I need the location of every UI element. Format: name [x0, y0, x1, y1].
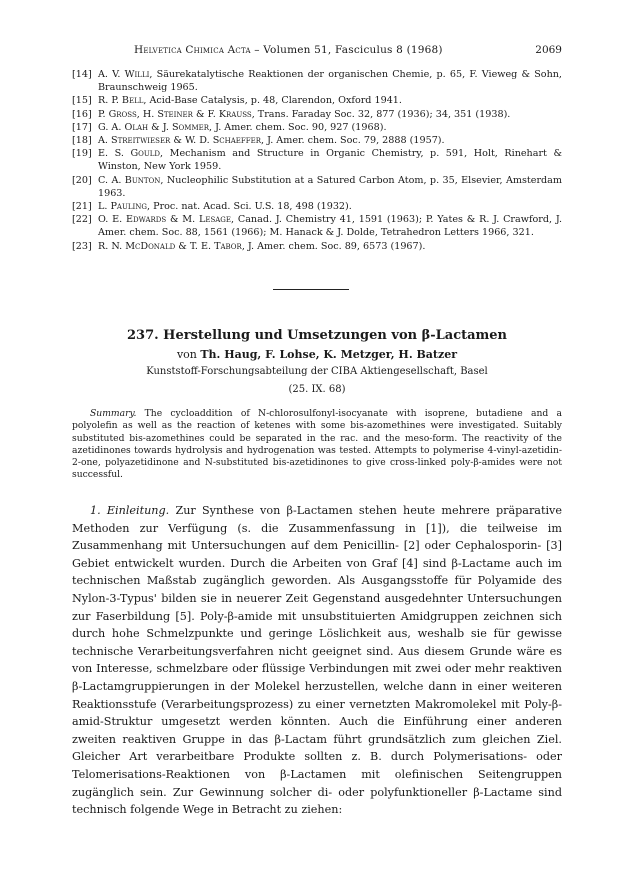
section-heading: 1. Einleitung.	[90, 504, 170, 517]
reference-number: [17]	[72, 121, 92, 133]
summary-text: The cycloaddition of N-chlorosulfonyl-isocyanate with isoprene, butadiene and a polyolefin as well as the reaction of ketenes with some bis-azomethines were investigated. Suitably substituted bis-azomethines could be separated in the rac. and the meso-form. The reactivity of the azetidinones towards hydrolysis and hydrogenation was tested. Attempts to polymerise 4-vinyl-azetidin-2-one, polyazetidinone and N-substituted bis-azetidinones to give cross-linked poly-β-amides were not successful.	[72, 408, 562, 481]
reference-list	[72, 68, 562, 253]
reference-number: [23]	[72, 240, 92, 252]
reference-number: [18]	[72, 135, 92, 147]
affiliation: Kunststoff-Forschungsabteilung der CIBA Aktiengesellschaft, Basel	[146, 366, 488, 377]
reference-item	[72, 108, 562, 121]
reference-text: , Canad. J. Chemistry 41, 1591 (1963); P. Yates & R. J. Crawford, J. Amer. chem. Soc. 88, 1561 (1966); M. Hanack & J. Dolde, Tetrahedron Letters 1966, 321.	[98, 214, 562, 239]
summary-paragraph	[72, 408, 562, 482]
reference-author: P. Gross, H. Steiner & F. Krauss	[98, 108, 252, 120]
reference-number: [22]	[72, 214, 92, 226]
reference-number: [21]	[72, 201, 92, 213]
article-authors	[72, 348, 562, 361]
reference-author: C. A. Bunton	[98, 174, 161, 186]
reference-author: E. S. Gould	[98, 148, 161, 160]
reference-number: [20]	[72, 174, 92, 186]
reference-text: , Säurekatalytische Reaktionen der organischen Chemie, p. 65, F. Vieweg & Sohn, Braunschweig 1965.	[98, 69, 562, 94]
reference-text: , J. Amer. chem. Soc. 89, 6573 (1967).	[241, 240, 426, 252]
reference-item	[72, 174, 562, 200]
journal-name: Helvetica Chimica Acta	[134, 44, 251, 56]
reference-text: , Trans. Faraday Soc. 32, 877 (1936); 34, 351 (1938).	[251, 108, 511, 120]
reference-item	[72, 94, 562, 107]
journal-title	[134, 44, 443, 56]
journal-volume: – Volumen 51, Fasciculus 8 (1968)	[254, 44, 443, 56]
reference-author: A. Streitwieser & W. D. Schaeffer	[98, 135, 261, 147]
reference-text: , Proc. nat. Acad. Sci. U.S. 18, 498 (1932).	[147, 201, 352, 213]
reference-author: A. V. Willi	[98, 69, 150, 80]
body-text: Zur Synthese von β-Lactamen stehen heute mehrere präparative Methoden zur Verfügung (s. die Zusammenfassung in [1]), die teilweise im Zusammenhang mit Untersuchungen auf dem Penicillin- [2] oder Cephalosporin- [3] Gebiet entwickelt wurden. Durch die Arbeiten von Graf [4] sind β-Lactame auch im technischen Maßstab zugänglich geworden. Als Ausgangsstoffe für Polyamide des Nylon-3-Typus' bilden sie in neuerer Zeit Gegenstand ausgedehnter Untersuchungen zur Faserbildung [5]. Poly-β-amide mit unsubstituierten Amidgruppen zeichnen sich durch hohe Schmelzpunkte und geringe Löslichkeit aus, weshalb sie für gewisse technische Verarbeitungsverfahren nicht geeignet sind. Aus diesem Grunde wäre es von Interesse, schmelzbare oder flüssige Verbindungen mit zwei oder mehr reaktiven β-Lactamgruppierungen in der Molekel herzustellen, welche dann in einer weiteren Reaktionsstufe (Verarbeitungsprozess) zu einer vernetzten Makromolekel mit Poly-β-amid-Struktur umgesetzt werden könnten. Auch die Einführung einer anderen zweiten reaktiven Gruppe in das β-Lactam führt grundsätzlich zum gleichen Ziel. Gleicher Art verarbeitbare Produkte sollten z. B. durch Polymerisations- oder Telomerisations-Reaktionen von β-Lactamen mit olefinischen Seitengruppen zugänglich sein. Zur Gewinnung solcher di- oder polyfunktioneller β-Lactame sind technisch folgende Wege in Betracht zu ziehen:	[72, 504, 562, 817]
page-number: 2069	[535, 44, 562, 56]
section-divider	[273, 289, 349, 290]
reference-item	[72, 200, 562, 213]
reference-text: , Acid-Base Catalysis, p. 48, Clarendon, Oxford 1941.	[143, 95, 402, 107]
reference-author: O. E. Edwards & M. Lesage	[98, 214, 232, 226]
reference-item	[72, 240, 562, 253]
reference-text: , J. Amer. chem. Soc. 90, 927 (1968).	[209, 121, 387, 133]
reference-number: [15]	[72, 95, 92, 107]
reference-author: L. Pauling	[98, 201, 148, 213]
reference-author: R. P. Bell	[98, 95, 144, 107]
reference-number: [14]	[72, 69, 92, 80]
reference-text: , Mechanism and Structure in Organic Chemistry, p. 591, Holt, Rinehart & Winston, New York 1959.	[98, 148, 562, 173]
received-date: (25. IX. 68)	[288, 384, 346, 395]
reference-author: R. N. McDonald & T. E. Tabor	[98, 240, 242, 252]
reference-item	[72, 134, 562, 147]
reference-item	[72, 68, 562, 94]
reference-text: , Nucleophilic Substitution at a Satured Carbon Atom, p. 35, Elsevier, Amsterdam 1963.	[98, 174, 563, 199]
summary-label: Summary.	[90, 408, 137, 419]
reference-item	[72, 213, 562, 239]
reference-author: G. A. Olah & J. Sommer	[98, 121, 209, 133]
reference-number: [16]	[72, 108, 92, 120]
reference-text: , J. Amer. chem. Soc. 79, 2888 (1957).	[261, 135, 445, 147]
running-head	[72, 44, 562, 60]
body-paragraph	[72, 502, 562, 819]
article-title: 237. Herstellung und Umsetzungen von β-Lactamen	[126, 328, 508, 343]
reference-item	[72, 147, 562, 173]
reference-number: [19]	[72, 148, 92, 160]
authors-prefix: von	[176, 348, 197, 361]
reference-item	[72, 121, 562, 134]
author-names: Th. Haug, F. Lohse, K. Metzger, H. Batzer	[200, 348, 458, 361]
